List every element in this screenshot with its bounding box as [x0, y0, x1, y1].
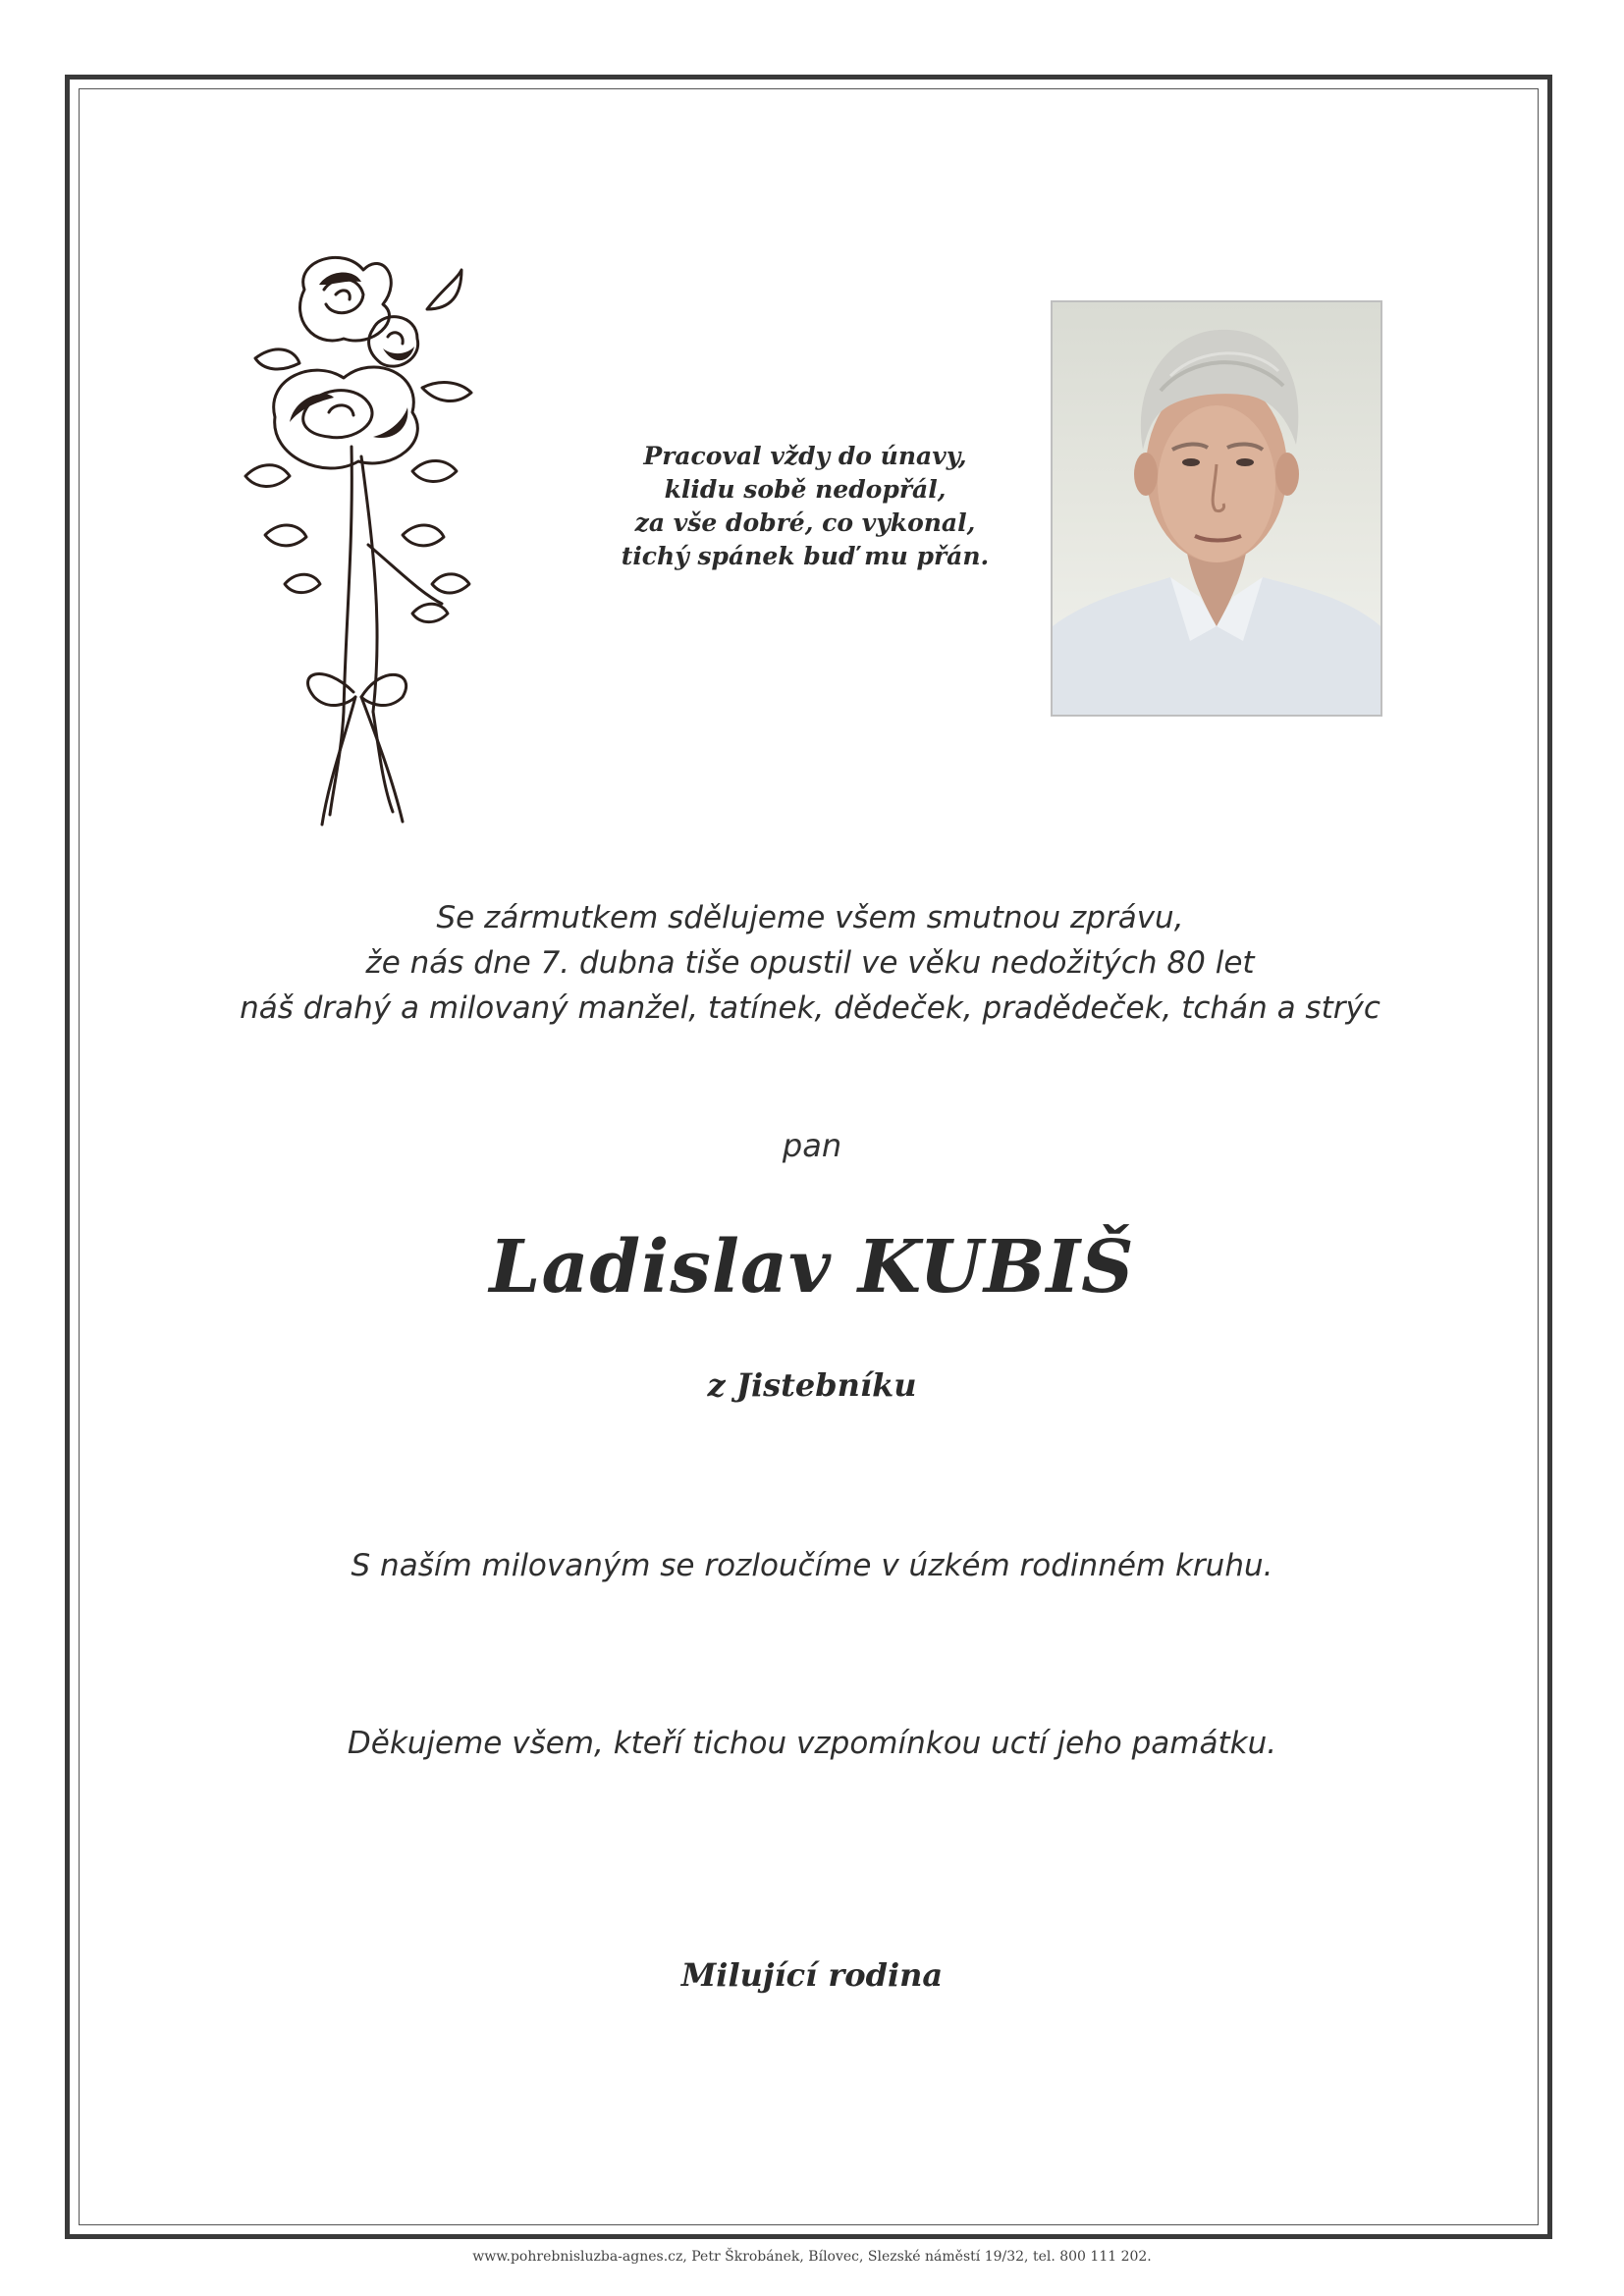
- verse-line: tichý spánek buď mu přán.: [621, 542, 990, 570]
- verse-line: klidu sobě nedopřál,: [664, 475, 947, 504]
- verse-line: Pracoval vždy do únavy,: [643, 442, 967, 470]
- deceased-name: Ladislav KUBIŠ: [489, 1225, 1135, 1309]
- funeral-service-footer: www.pohrebnisluzba-agnes.cz, Petr Škrobánek, Bílovec, Slezské náměstí 19/32, tel. 800 111 202.: [472, 2249, 1152, 2265]
- farewell-notice: S naším milovaným se rozloučíme v úzkém rodinném kruhu.: [351, 1548, 1273, 1583]
- announcement-line: náš drahý a milovaný manžel, tatínek, dědeček, pradědeček, tchán a strýc: [240, 990, 1380, 1026]
- memorial-verse: [511, 440, 1100, 573]
- family-signature: Milující rodina: [680, 1956, 944, 1994]
- announcement-line: že nás dne 7. dubna tiše opustil ve věku nedožitých 80 let: [365, 945, 1255, 981]
- death-announcement: [157, 895, 1463, 1031]
- announcement-line: Se zármutkem sdělujeme všem smutnou zprávu,: [436, 900, 1184, 935]
- deceased-origin: z Jistebníku: [707, 1366, 917, 1404]
- verse-line: za vše dobré, co vykonal,: [634, 508, 976, 537]
- rose-bouquet-illustration: [236, 250, 491, 829]
- portrait-photo: [1051, 300, 1382, 717]
- honorific: pan: [782, 1127, 842, 1164]
- thanks-notice: Děkujeme všem, kteří tichou vzpomínkou uctí jeho památku.: [347, 1726, 1277, 1761]
